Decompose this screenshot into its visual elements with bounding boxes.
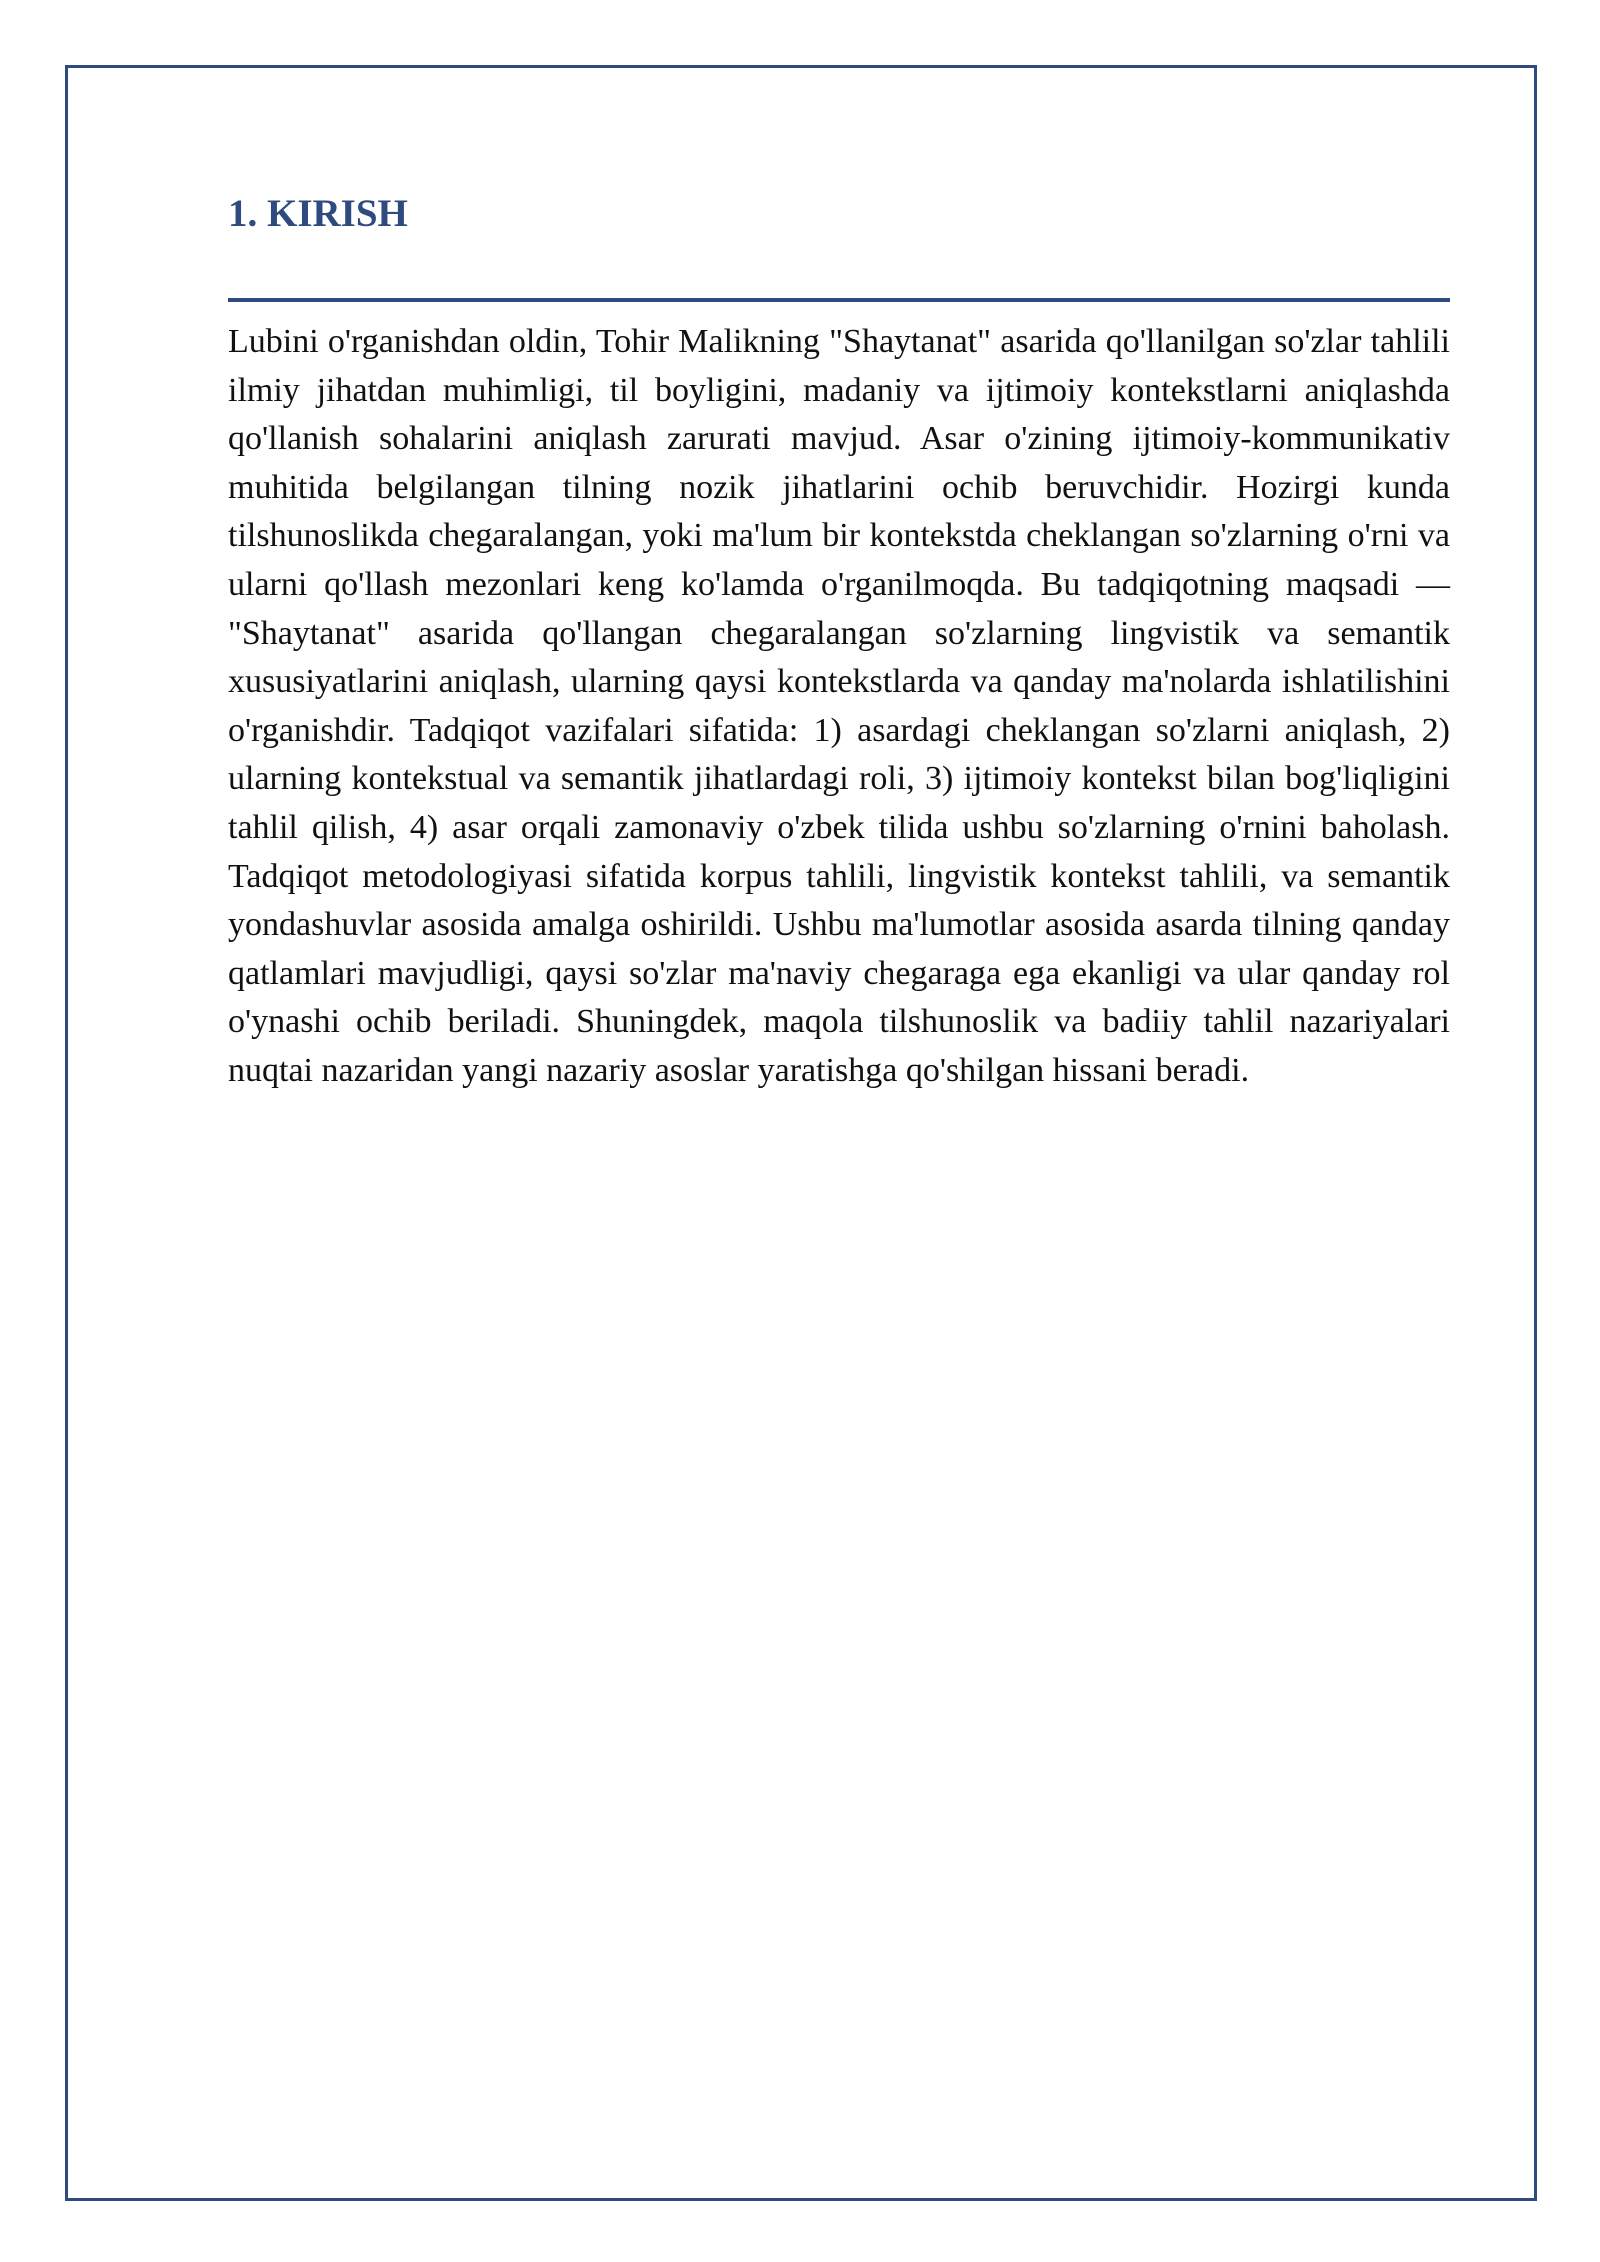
- heading-divider: [228, 298, 1450, 302]
- body-paragraph: Lubini o'rganishdan oldin, Tohir Malikning "Shaytanat" asarida qo'llanilgan so'zlar tahlili ilmiy jihatdan muhimligi, til boyligini, madaniy va ijtimoiy kontekstlarni aniqlashda qo'llanish sohalarini aniqlash zarurati mavjud. Asar o'zining ijtimoiy-kommunikativ muhitida belgilangan tilning nozik jihatlarini ochib beruvchidir. Hozirgi kunda tilshunoslikda chegaralangan, yoki ma'lum bir kontekstda cheklangan so'zlarning o'rni va ularni qo'llash mezonlari keng ko'lamda o'rganilmoqda. Bu tadqiqotning maqsadi — "Shaytanat" asarida qo'llangan chegaralangan so'zlarning lingvistik va semantik xususiyatlarini aniqlash, ularning qaysi kontekstlarda va qanday ma'nolarda ishlatilishini o'rganishdir. Tadqiqot vazifalari sifatida: 1) asardagi cheklangan so'zlarni aniqlash, 2) ularning kontekstual va semantik jihatlardagi roli, 3) ijtimoiy kontekst bilan bog'liqligini tahlil qilish, 4) asar orqali zamonaviy o'zbek tilida ushbu so'zlarning o'rnini baholash. Tadqiqot metodologiyasi sifatida korpus tahlili, lingvistik kontekst tahlili, va semantik yondashuvlar asosida amalga oshirildi. Ushbu ma'lumotlar asosida asarda tilning qanday qatlamlari mavjudligi, qaysi so'zlar ma'naviy chegaraga ega ekanligi va ular qanday rol o'ynashi ochib beriladi. Shuningdek, maqola tilshunoslik va badiiy tahlil nazariyalari nuqtai nazaridan yangi nazariy asoslar yaratishga qo'shilgan hissani beradi.: [228, 323, 1450, 1089]
- section-heading: 1. KIRISH: [228, 192, 408, 235]
